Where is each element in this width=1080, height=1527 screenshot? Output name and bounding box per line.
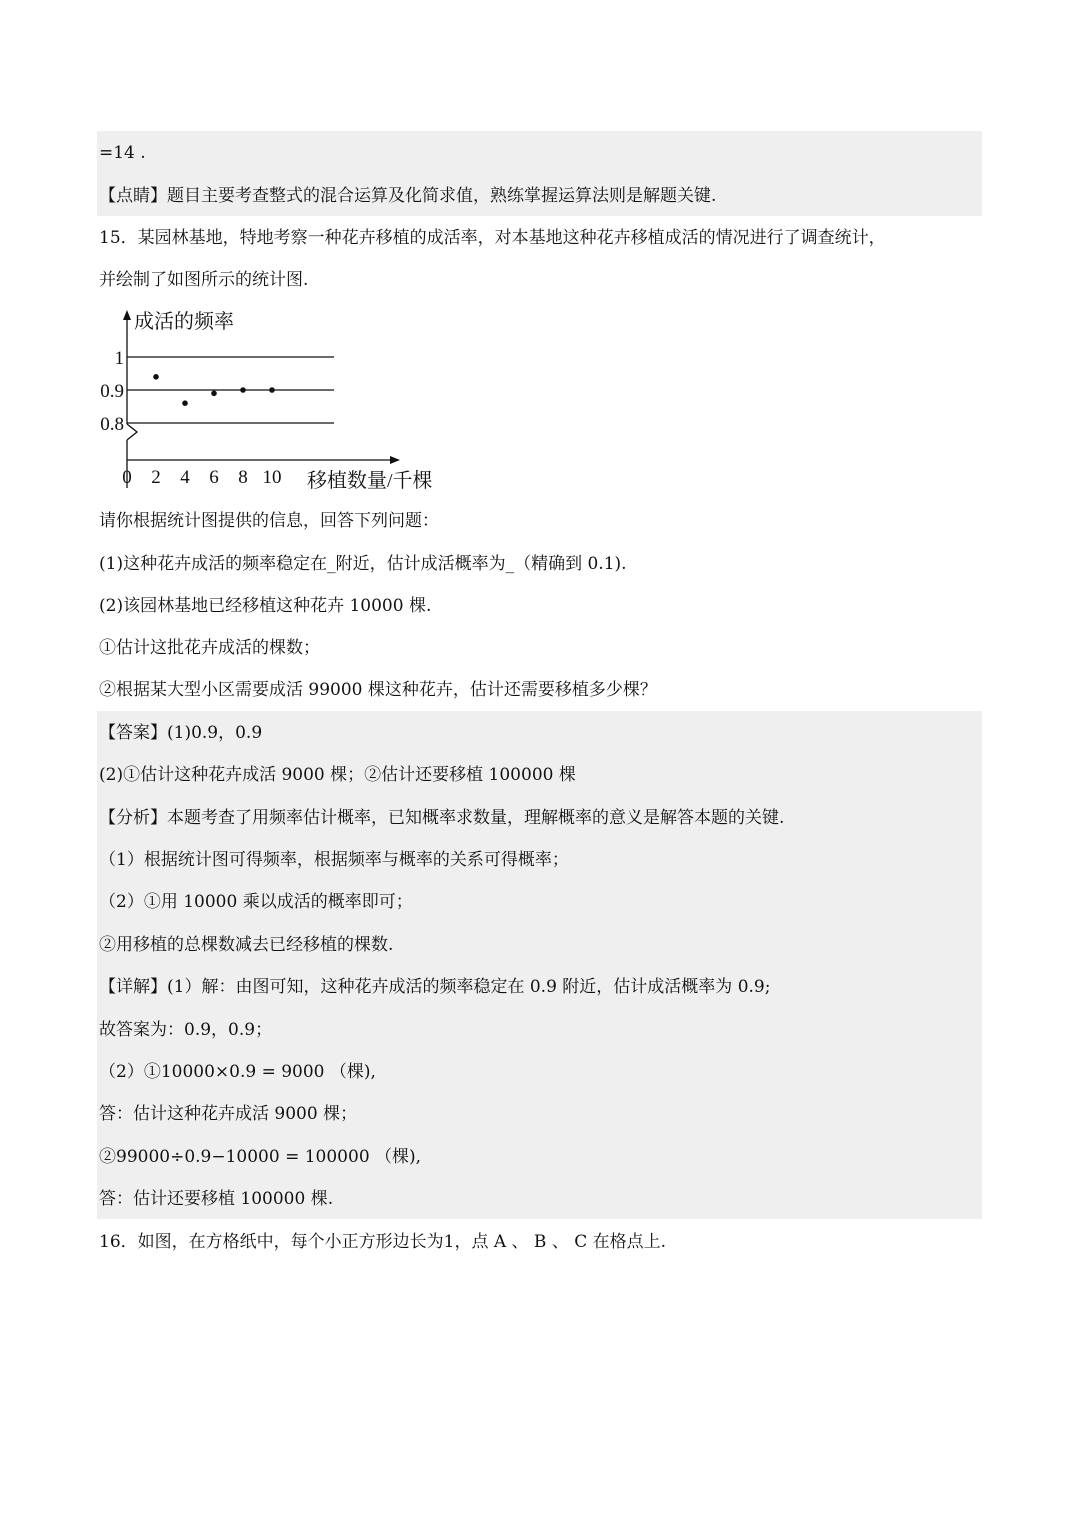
x-tick-label: 8: [238, 467, 248, 488]
q15-detail-3: （2）①10000×0.9 = 9000 （棵),: [99, 1062, 376, 1082]
data-point: [182, 400, 188, 406]
survival-frequency-chart: [92, 300, 452, 495]
q15-part2: (2)该园林基地已经移植这种花卉 10000 棵.: [99, 596, 432, 616]
y-axis: [123, 310, 137, 488]
q15-detail-2: 故答案为：0.9，0.9；: [99, 1020, 273, 1040]
prev-result-line: =14 .: [99, 143, 146, 163]
data-point: [240, 387, 246, 393]
y-tick-label: 1: [114, 348, 124, 369]
q15-detail-1: 【详解】(1）解：由图可知，这种花卉成活的频率稳定在 0.9 附近，估计成活概率为 0.9;: [99, 977, 771, 997]
q15-answer-1: 【答案】(1)0.9，0.9: [99, 723, 263, 743]
q16-stem: 16．如图，在方格纸中，每个小正方形边长为1，点 A 、 B 、 C 在格点上.: [99, 1232, 667, 1252]
y-axis-arrow-icon: [123, 310, 131, 320]
x-tick-label: 10: [262, 467, 282, 488]
chart-y-label: 成活的频率: [134, 311, 234, 333]
chart-x-label: 移植数量/千棵: [307, 470, 433, 492]
q15-part2-b: ②根据某大型小区需要成活 99000 棵这种花卉，估计还需要移植多少棵？: [99, 680, 657, 700]
x-axis-arrow-icon: [390, 456, 400, 464]
q15-detail-6: 答：估计还要移植 100000 棵.: [99, 1189, 334, 1209]
q15-part1: (1)这种花卉成活的频率稳定在_附近，估计成活概率为_（精确到 0.1).: [99, 554, 627, 574]
x-tick-label: 0: [122, 467, 132, 488]
data-point: [153, 374, 159, 380]
q15-detail-5: ②99000÷0.9−10000 = 100000 （棵),: [99, 1147, 422, 1167]
y-tick-label: 0.9: [100, 381, 124, 402]
q15-analysis-2: （2）①用 10000 乘以成活的概率即可；: [99, 892, 413, 912]
q15-analysis-3: ②用移植的总棵数减去已经移植的棵数.: [99, 935, 394, 955]
x-axis: [127, 456, 400, 464]
x-tick-label: 2: [151, 467, 161, 488]
solution-band-q15: [97, 711, 982, 1219]
y-axis-break: [127, 424, 137, 440]
x-tick-label: 6: [209, 467, 219, 488]
q15-detail-4: 答：估计这种花卉成活 9000 棵；: [99, 1104, 358, 1124]
prev-comment: 【点睛】题目主要考查整式的混合运算及化简求值，熟练掌握运算法则是解题关键.: [99, 186, 717, 206]
data-point: [269, 387, 275, 393]
data-point: [211, 391, 217, 397]
chart-grid: [127, 357, 334, 423]
q15-stem-1: 15．某园林基地，特地考察一种花卉移植的成活率，对本基地这种花卉移植成活的情况进行了调查统计，: [99, 228, 886, 248]
q15-part2-a: ①估计这批花卉成活的棵数；: [99, 638, 320, 658]
y-tick-label: 0.8: [100, 414, 124, 435]
y-tick-labels: [100, 348, 124, 435]
q15-answer-2: (2)①估计这种花卉成活 9000 棵；②估计还要移植 100000 棵: [99, 765, 576, 785]
q15-analysis: 【分析】本题考查了用频率估计概率，已知概率求数量，理解概率的意义是解答本题的关键.: [99, 808, 785, 828]
x-tick-labels: [122, 467, 281, 488]
x-tick-label: 4: [180, 467, 190, 488]
q15-stem-2: 并绘制了如图所示的统计图.: [99, 270, 309, 290]
q15-prompt: 请你根据统计图提供的信息，回答下列问题：: [99, 511, 439, 531]
q15-analysis-1: （1）根据统计图可得频率，根据频率与概率的关系可得概率；: [99, 850, 569, 870]
